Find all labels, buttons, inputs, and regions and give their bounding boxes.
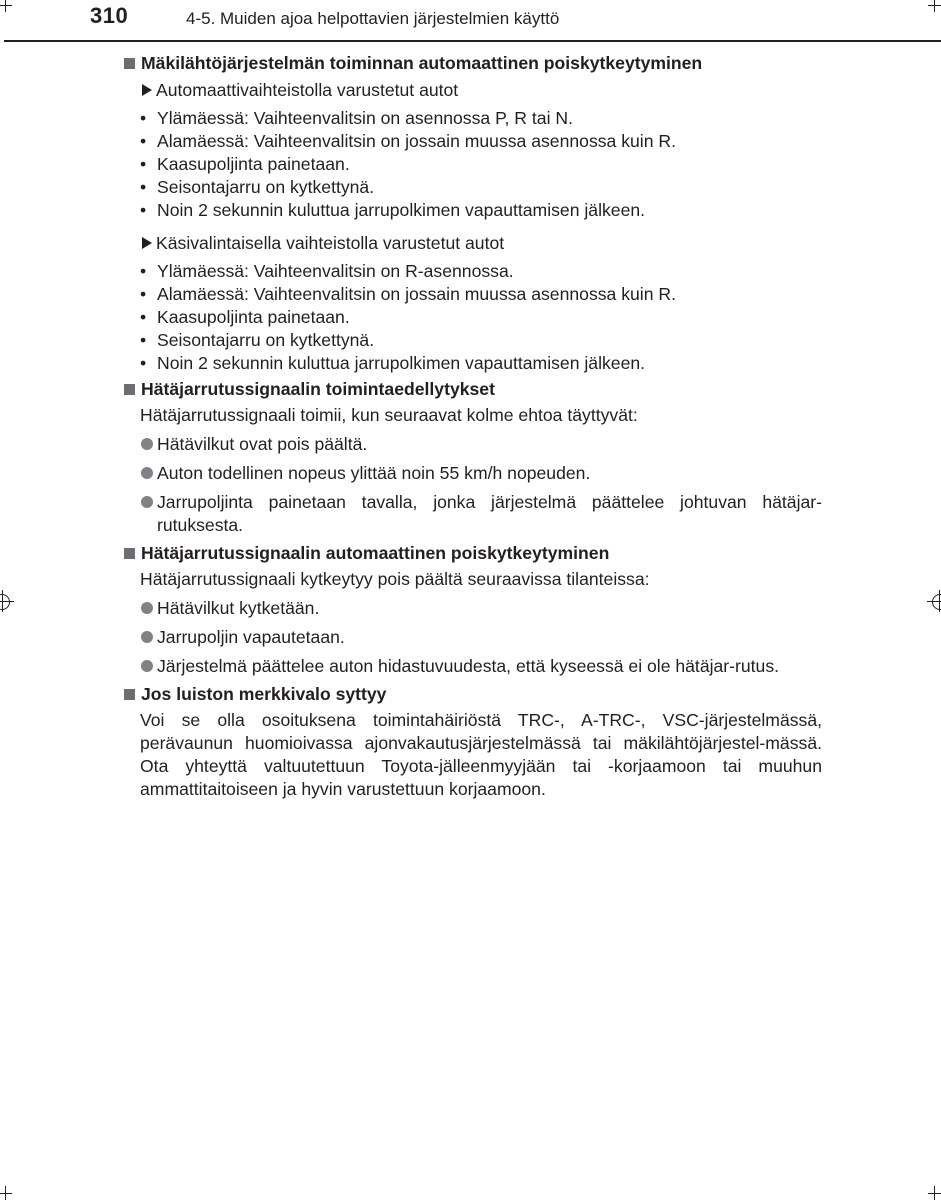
condition-item: Auton todellinen nopeus ylittää noin 55 km/h nopeuden.: [122, 462, 822, 485]
list-item: • Kaasupoljinta painetaan.: [122, 153, 822, 176]
intro-text: Hätäjarrutussignaali toimii, kun seuraavat kolme ehtoa täyttyvät:: [140, 405, 638, 425]
bullet-list: [122, 107, 822, 222]
page-header: [0, 0, 941, 42]
section-heading: Jos luiston merkkivalo syttyy: [122, 683, 822, 706]
circle-bullet-icon: [141, 631, 153, 643]
square-bullet-icon: [124, 58, 135, 69]
registration-mark-top-left: [0, 0, 12, 12]
subheading: Käsivalintaisella vaihteistolla varustetut autot: [142, 232, 822, 255]
intro-text: Hätäjarrutussignaali kytkeytyy pois päältä seuraavissa tilanteissa:: [140, 569, 650, 589]
page-content: [122, 52, 822, 801]
header-divider: [4, 40, 941, 42]
registration-mark-left: [0, 590, 14, 612]
list-item: • Ylämäessä: Vaihteenvalitsin on asennossa P, R tai N.: [122, 107, 822, 130]
body-text: Voi se olla osoituksena toimintahäiriöstä TRC-, A-TRC-, VSC-järjestelmässä, perävaunun huomioivassa ajonvakautusjärjestelmässä tai mäkilähtöjärjestel-mässä. Ota yhteyttä valtuutettuun Toyota-jälleenmyyjään tai -korjaamoon tai muuhun ammattitaitoiseen ja hyvin varustettuun korjaamoon.: [140, 710, 822, 799]
registration-mark-bottom-right: [928, 1186, 941, 1200]
registration-mark-top-right: [928, 0, 941, 12]
registration-mark-bottom-left: [0, 1186, 12, 1200]
circle-bullet-icon: [141, 467, 153, 479]
condition-item: Hätävilkut kytketään.: [122, 597, 822, 620]
triangle-marker-icon: [142, 84, 152, 96]
list-item: • Noin 2 sekunnin kuluttua jarrupolkimen vapauttamisen jälkeen.: [122, 352, 822, 375]
circle-bullet-icon: [141, 602, 153, 614]
condition-item: Järjestelmä päättelee auton hidastuvuudesta, että kyseessä ei ole hätäjar-rutus.: [122, 655, 822, 678]
condition-item: Hätävilkut ovat pois päältä.: [122, 433, 822, 456]
triangle-marker-icon: [142, 237, 152, 249]
square-bullet-icon: [124, 548, 135, 559]
square-bullet-icon: [124, 384, 135, 395]
section-heading: Hätäjarrutussignaalin toimintaedellytykset: [122, 378, 822, 401]
square-bullet-icon: [124, 689, 135, 700]
section-heading: Hätäjarrutussignaalin automaattinen poiskytkeytyminen: [122, 542, 822, 565]
section-title: 4-5. Muiden ajoa helpottavien järjestelmien käyttö: [186, 9, 560, 28]
subheading: Automaattivaihteistolla varustetut autot: [142, 79, 822, 102]
circle-bullet-icon: [141, 660, 153, 672]
circle-bullet-icon: [141, 496, 153, 508]
condition-item: Jarrupoljin vapautetaan.: [122, 626, 822, 649]
condition-item: Jarrupoljinta painetaan tavalla, jonka järjestelmä päättelee johtuvan hätäjar-rutuksesta.: [122, 491, 822, 537]
list-item: • Noin 2 sekunnin kuluttua jarrupolkimen vapauttamisen jälkeen.: [122, 199, 822, 222]
registration-mark-right: [927, 590, 941, 612]
list-item: • Ylämäessä: Vaihteenvalitsin on R-asennossa.: [122, 260, 822, 283]
section-heading: Mäkilähtöjärjestelmän toiminnan automaattinen poiskytkeytyminen: [122, 52, 822, 75]
list-item: • Kaasupoljinta painetaan.: [122, 306, 822, 329]
list-item: • Seisontajarru on kytkettynä.: [122, 176, 822, 199]
list-item: • Seisontajarru on kytkettynä.: [122, 329, 822, 352]
page-number: 310: [90, 3, 129, 28]
circle-bullet-icon: [141, 438, 153, 450]
list-item: • Alamäessä: Vaihteenvalitsin on jossain muussa asennossa kuin R.: [122, 283, 822, 306]
bullet-list: [122, 260, 822, 375]
list-item: • Alamäessä: Vaihteenvalitsin on jossain muussa asennossa kuin R.: [122, 130, 822, 153]
